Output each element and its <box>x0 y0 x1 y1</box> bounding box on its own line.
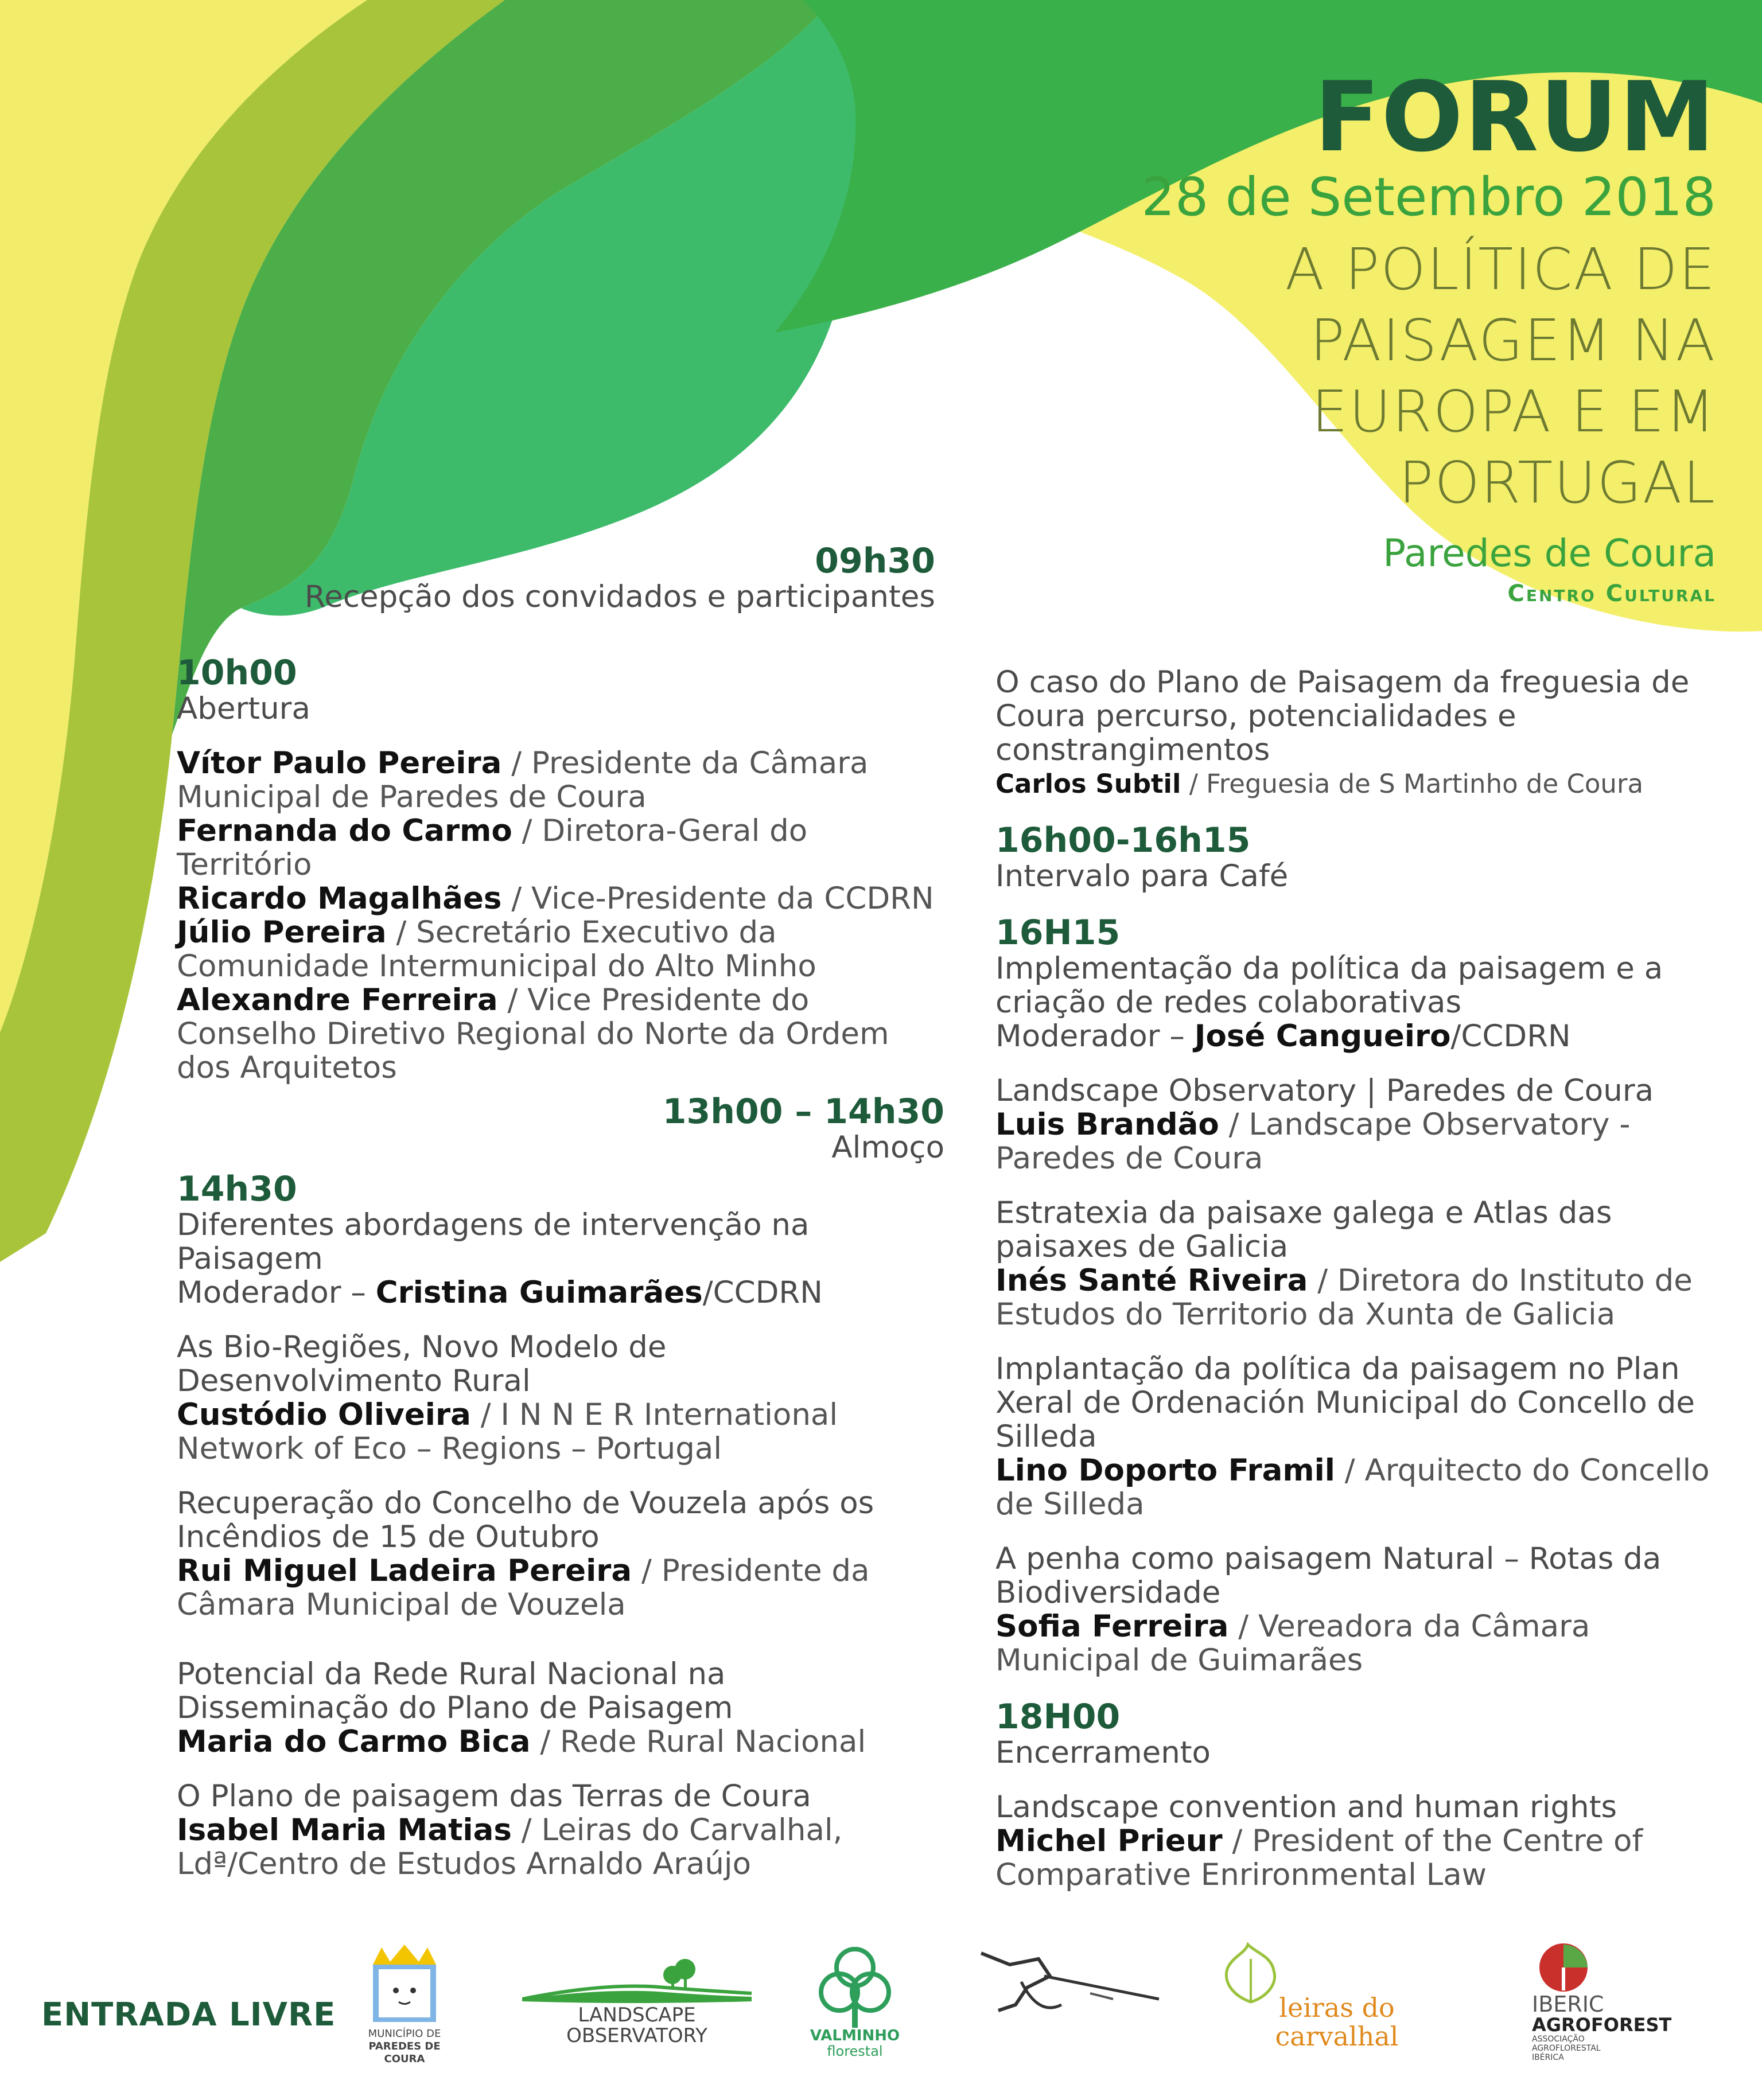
speaker-name: Michel Prieur <box>995 1824 1223 1859</box>
speaker-role: / I N N E R International Network of Eco – Regions – Portugal <box>177 1397 838 1466</box>
session-time: 16H15 <box>995 913 1121 953</box>
speaker-role: / Diretora-Geral do Território <box>177 813 808 882</box>
speaker-role: / Arquitecto do Concello de Silleda <box>995 1453 1710 1522</box>
speaker-role: / Presidente da Câmara Municipal de Paredes de Coura <box>177 746 869 815</box>
speaker-name: Lino Doporto Framil <box>995 1453 1335 1488</box>
session-desc: Implementação da política da paisagem e a criação de redes colaborativas <box>995 951 1663 1020</box>
session-desc: Almoço <box>831 1130 944 1165</box>
speaker-entry <box>177 1554 940 1622</box>
session-time: 13h00 – 14h30 <box>662 1092 944 1132</box>
speaker-entry <box>177 814 940 882</box>
logo-text: florestal <box>827 2043 883 2059</box>
speaker-role: / Rede Rural Nacional <box>530 1724 866 1759</box>
event-venue: Centro Cultural <box>1507 580 1716 607</box>
session-time: 18H00 <box>995 1697 1121 1737</box>
speaker-name: Inés Santé Riveira <box>995 1263 1308 1298</box>
speaker-name: Luis Brandão <box>995 1107 1219 1142</box>
speaker-entry <box>995 1610 1741 1677</box>
forum-title: FORUM <box>1314 61 1716 173</box>
moderator-org: /CCDRN <box>702 1275 823 1310</box>
logo-text: VALMINHO <box>810 2027 900 2044</box>
speaker-name: Fernanda do Carmo <box>177 813 512 848</box>
talk-title: Landscape Observatory | Paredes de Coura <box>995 1073 1654 1108</box>
speaker-entry <box>995 767 1741 801</box>
session-desc: Intervalo para Café <box>995 859 1289 894</box>
session-time: 16h00-16h15 <box>995 820 1251 860</box>
logo-text: OBSERVATORY <box>566 2024 707 2047</box>
speaker-name: Sofia Ferreira <box>995 1609 1229 1644</box>
logo-text: MUNICÍPIO DE <box>368 2028 441 2040</box>
speaker-role: / Diretora do Instituto de Estudos do Territorio da Xunta de Galicia <box>995 1263 1693 1332</box>
speaker-role: / Landscape Observatory - Paredes de Coura <box>995 1107 1631 1176</box>
speaker-role: / Vice Presidente do Conselho Diretivo Regional do Norte da Ordem dos Arquitetos <box>177 983 889 1085</box>
leiras-do-carvalhal-logo <box>1216 1942 1457 2051</box>
logo-text: leiras do carvalhal <box>1275 1992 1399 2052</box>
talk-title: Implantação da política da paisagem no Plan Xeral de Ordenación Municipal do Concello de Silleda <box>995 1351 1695 1454</box>
session-desc: Diferentes abordagens de intervenção na Paisagem <box>177 1207 810 1276</box>
event-date: 28 de Setembro 2018 <box>1141 166 1716 228</box>
speaker-entry <box>177 882 940 915</box>
speaker-name: Rui Miguel Ladeira Pereira <box>177 1553 632 1588</box>
logo-text: IBERIC <box>1532 1992 1604 2017</box>
speaker-name: Júlio Pereira <box>177 915 387 950</box>
moderator-name: José Cangueiro <box>1194 1019 1451 1054</box>
session-desc: Recepção dos convidados e participantes <box>304 579 935 614</box>
event-place: Paredes de Coura <box>1383 531 1716 575</box>
landscape-observatory-logo <box>522 1942 752 2046</box>
municipio-paredes-de-coura-logo <box>356 1942 453 2066</box>
program-right-column <box>995 665 1741 1892</box>
talk-title: A penha como paisagem Natural – Rotas da Biodiversidade <box>995 1541 1662 1610</box>
theme-line: PORTUGAL <box>1398 449 1716 516</box>
moderator-line <box>995 1019 1741 1053</box>
speaker-role: / Leiras do Carvalhal, Ldª/Centro de Estudos Arnaldo Araújo <box>177 1813 843 1881</box>
talk-title: Potencial da Rede Rural Nacional na Disseminação do Plano de Paisagem <box>177 1657 733 1725</box>
speaker-name: Isabel Maria Matias <box>177 1813 512 1848</box>
logo-text: LANDSCAPE <box>578 2004 696 2027</box>
logo-text: IBÉRICA <box>1532 2053 1564 2062</box>
session-time: 14h30 <box>177 1169 297 1209</box>
speaker-name: Custódio Oliveira <box>177 1397 471 1432</box>
moderator-name: Cristina Guimarães <box>375 1275 703 1310</box>
talk-title: Estratexia da paisaxe galega e Atlas das paisaxes de Galicia <box>995 1195 1612 1264</box>
iberic-agroforest-logo <box>1526 1942 1698 2062</box>
session-time: 09h30 <box>815 541 935 581</box>
landscape-hill-icon <box>522 1942 752 2005</box>
speaker-entry <box>177 1813 940 1881</box>
moderator-org: /CCDRN <box>1450 1019 1571 1054</box>
speaker-name: Ricardo Magalhães <box>177 881 502 916</box>
speaker-role: / Secretário Executivo da Comunidade Intermunicipal do Alto Minho <box>177 915 816 984</box>
event-theme <box>1200 234 1716 519</box>
session-time: 10h00 <box>177 653 297 693</box>
talk-title: Recuperação do Concelho de Vouzela após os Incêndios de 15 de Outubro <box>177 1486 874 1554</box>
plough-icon <box>975 1942 1165 2028</box>
moderator-line <box>177 1276 940 1310</box>
speaker-entry <box>995 1454 1741 1521</box>
speaker-name: Vítor Paulo Pereira <box>177 746 502 781</box>
speaker-role: / Freguesia de S Martinho de Coura <box>1181 769 1644 799</box>
talk-title: O Plano de paisagem das Terras de Coura <box>177 1779 811 1814</box>
talk-title: O caso do Plano de Paisagem da freguesia de Coura percurso, potencialidades e constrangimentos <box>995 665 1690 767</box>
speaker-entry <box>177 746 940 814</box>
crown-icon <box>367 1942 442 2028</box>
valminho-tree-icon <box>812 1942 898 2028</box>
session-desc: Abertura <box>177 691 310 726</box>
session-0930 <box>270 542 935 614</box>
speaker-entry <box>995 1108 1741 1175</box>
plough-logo <box>975 1942 1165 2028</box>
theme-line: PAISAGEM NA <box>1310 307 1716 374</box>
moderator-label: Moderador – <box>995 1019 1195 1054</box>
speaker-name: Carlos Subtil <box>995 769 1181 799</box>
speaker-entry <box>177 915 940 983</box>
session-desc: Encerramento <box>995 1735 1211 1770</box>
talk-title: Landscape convention and human rights <box>995 1790 1617 1825</box>
speaker-entry <box>995 1824 1741 1892</box>
entrada-livre: ENTRADA LIVRE <box>41 1996 336 2033</box>
speaker-entry <box>995 1264 1741 1331</box>
speaker-name: Maria do Carmo Bica <box>177 1724 531 1759</box>
theme-line: A POLÍTICA DE <box>1285 236 1716 303</box>
session-1300 <box>177 1093 944 1164</box>
logo-text: ASSOCIAÇÃO <box>1532 2035 1585 2044</box>
theme-line: EUROPA E EM <box>1311 378 1716 445</box>
talk-title: As Bio-Regiões, Novo Modelo de Desenvolvimento Rural <box>177 1330 667 1398</box>
speaker-entry <box>177 1725 940 1759</box>
speaker-entry <box>177 1398 940 1466</box>
logo-text: AGROFLORESTAL <box>1532 2044 1601 2053</box>
speaker-entry <box>177 983 940 1085</box>
speaker-name: Alexandre Ferreira <box>177 983 498 1018</box>
logo-text: AGROFOREST <box>1532 2014 1672 2036</box>
speaker-role: / Presidente da Câmara Municipal de Vouzela <box>177 1553 870 1622</box>
speaker-role: / President of the Centre of Comparative Enrironmental Law <box>995 1824 1643 1892</box>
speaker-role: / Vice-Presidente da CCDRN <box>501 881 934 916</box>
program-left-column <box>177 653 944 1881</box>
speaker-role: / Vereadora da Câmara Municipal de Guimarães <box>995 1609 1590 1678</box>
valminho-florestal-logo <box>803 1942 907 2059</box>
moderator-label: Moderador – <box>177 1275 376 1310</box>
iberic-tree-icon <box>1532 1942 1595 1993</box>
logo-text: PAREDES DE COURA <box>368 2040 441 2065</box>
